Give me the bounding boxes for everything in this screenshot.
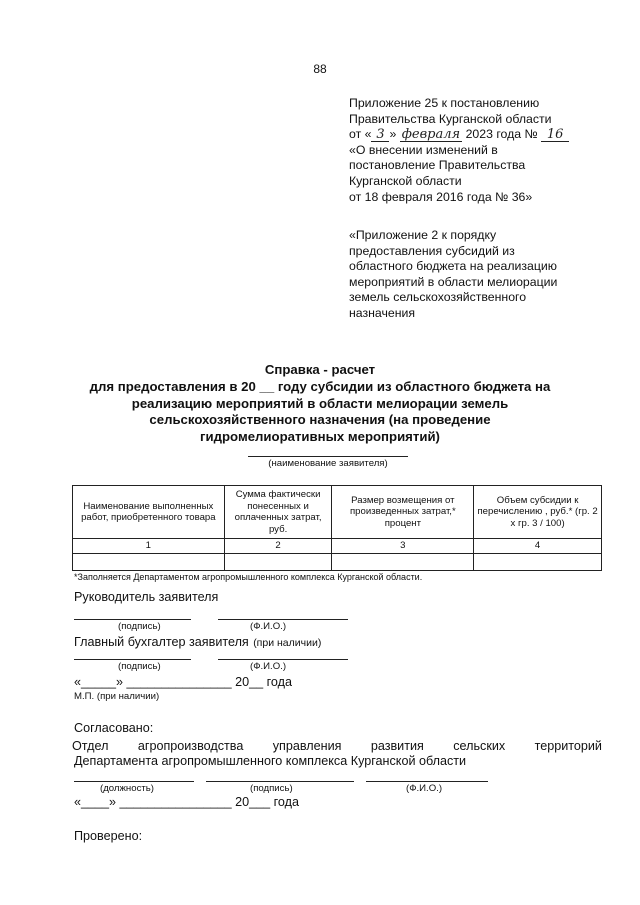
accountant-row [74, 633, 321, 651]
title-line: для предоставления в 20 __ году субсидии из областного бюджета на [89, 378, 551, 394]
checked-label: Проверено: [74, 829, 143, 843]
appendix2-line: предоставления субсидий из [349, 243, 515, 258]
table-cell [332, 553, 474, 570]
table-header-cell: Размер возмещения от произведенных затрат,* процент [332, 486, 474, 539]
footnote: *Заполняется Департаментом агропромышленного комплекса Курганской области. [74, 572, 423, 582]
appendix-date-line: от « 3 » февраля 2023 года № 16 [349, 127, 624, 143]
appendix-line: «О внесении изменений в [349, 142, 498, 157]
fio-caption: (Ф.И.О.) [250, 621, 287, 632]
dept-word: управления [272, 739, 342, 753]
appendix2-line: областного бюджета на реализацию [349, 259, 558, 274]
table-header-cell: Объем субсидии к перечислению , руб.* (гр. 2 х гр. 3 / 100) [474, 486, 602, 539]
handwritten-day: 3 [371, 128, 389, 142]
appendix-line: Приложение 25 к постановлению [349, 96, 540, 110]
table-cell: 3 [332, 539, 474, 554]
applicant-caption: (наименование заявителя) [268, 458, 388, 469]
agreed-date-row [74, 795, 299, 809]
table-cell: 1 [73, 539, 225, 554]
accountant-label: Главный бухгалтер заявителя [74, 635, 249, 649]
appendix2-line: мероприятий в области мелиорации [349, 274, 558, 289]
date-blank: «____» ________________ [74, 795, 232, 809]
table-header-row [73, 486, 602, 539]
dept-word: Отдел [72, 739, 109, 753]
dept-word: развития [370, 739, 424, 753]
handwritten-number: 16 [541, 128, 569, 142]
sign-line [74, 619, 191, 620]
title-line: Справка - расчет [264, 362, 376, 377]
position-caption: (должность) [100, 783, 154, 794]
appendix2-line: назначения [349, 305, 416, 320]
date-blank: «_____» _______________ [74, 675, 232, 689]
table-row [73, 553, 602, 570]
fio-caption: (Ф.И.О.) [250, 661, 287, 672]
table-header-cell: Сумма фактически понесенных и оплаченных затрат, руб. [224, 486, 332, 539]
sign-line [206, 781, 354, 782]
position-line [74, 781, 194, 782]
date-row [74, 675, 292, 689]
calculation-table [72, 485, 602, 571]
appendix2-line: «Приложение 2 к порядку [349, 228, 497, 242]
head-label: Руководитель заявителя [74, 590, 219, 604]
appendix-line: Курганской области [349, 173, 462, 188]
title-line: реализацию мероприятий в области мелиорации земель [131, 395, 509, 411]
appendix-line: от 18 февраля 2016 года № 36» [349, 189, 533, 204]
accountant-note: (при наличии) [253, 637, 322, 649]
fio-line [366, 781, 488, 782]
sign-caption: (подпись) [118, 661, 161, 672]
table-cell [224, 553, 332, 570]
date-year: 20___ года [235, 795, 300, 809]
table-header-cell: Наименование выполненных работ, приобретенного товара [73, 486, 225, 539]
agreed-dept-line2: Департамента агропромышленного комплекса Курганской области [74, 754, 467, 768]
appendix-line: Правительства Курганской области [349, 111, 552, 126]
title-line: сельскохозяйственного назначения (на проведение [149, 412, 491, 428]
dept-word: территорий [534, 739, 602, 753]
sign-caption: (подпись) [250, 783, 293, 794]
sign-caption: (подпись) [118, 621, 161, 632]
sign-line [74, 659, 191, 660]
date-year: 20__ года [235, 675, 293, 689]
page-number: 88 [313, 62, 327, 76]
appendix-header [349, 96, 624, 205]
table-cell: 2 [224, 539, 332, 554]
stamp-label: М.П. (при наличии) [74, 691, 160, 702]
table-number-row [73, 539, 602, 554]
document-title [60, 362, 580, 446]
fio-line [218, 619, 348, 620]
dept-word: сельских [453, 739, 506, 753]
fio-line [218, 659, 348, 660]
appendix2-line: земель сельскохозяйственного [349, 290, 527, 305]
title-line: гидромелиоративных мероприятий) [200, 429, 440, 445]
table-cell: 4 [474, 539, 602, 554]
dept-word: агропроизводства [137, 739, 244, 753]
applicant-name-line [248, 456, 408, 457]
table-cell [73, 553, 225, 570]
agreed-label: Согласовано: [74, 721, 154, 735]
table-cell [474, 553, 602, 570]
handwritten-month: февраля [401, 127, 461, 143]
appendix-line: постановление Правительства [349, 158, 526, 173]
appendix-2-header [349, 228, 624, 322]
agreed-dept-line [72, 739, 602, 753]
fio-caption: (Ф.И.О.) [406, 783, 443, 794]
